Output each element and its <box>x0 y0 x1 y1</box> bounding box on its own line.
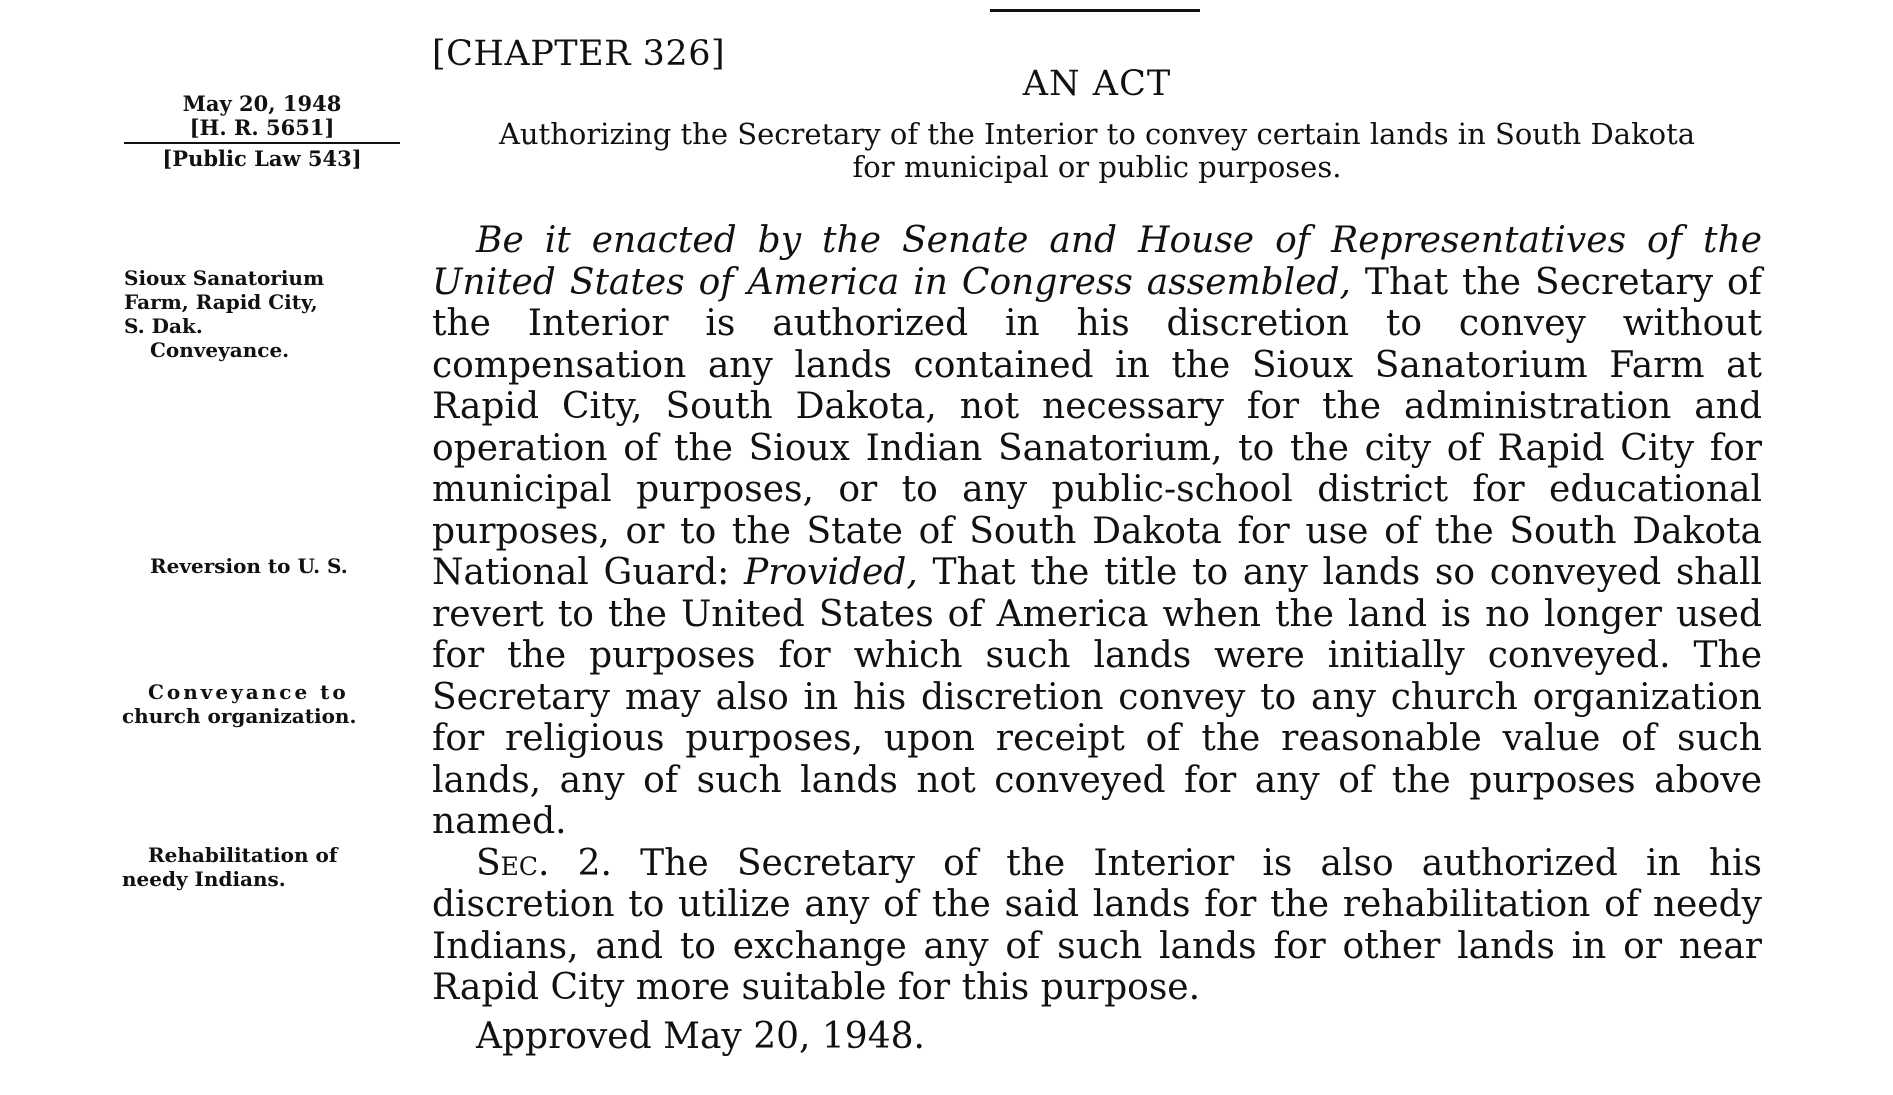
margin-note-sioux-line-1 <box>124 266 400 290</box>
section-1-text-a: That the Secretary of the Interior is authorized in his discretion to convey without compensation any lands contained in the Sioux Sanatorium Farm at Rapid City, South Dakota, not necessary for the administration and operation of the Sioux Indian Sanatorium, to the city of Rapid City for municipal purposes, or to any public-school district for educational purposes, or to the State of South Dakota for use of the South Dakota National Guard: <box>432 261 1762 593</box>
approval-line: Approved May 20, 1948. <box>476 1016 925 1057</box>
act-subtitle-line-2: for municipal or public purposes. <box>852 150 1342 184</box>
margin-note-sioux-line-2: Farm, Rapid City, <box>124 290 318 314</box>
section-2-paragraph <box>432 843 1762 1009</box>
act-body <box>432 220 1762 1009</box>
margin-note-sioux-line-3: S. Dak. <box>124 314 203 338</box>
act-subtitle-line-1: Authorizing the Secretary of the Interior to convey certain lands in South Dakota <box>498 117 1696 151</box>
section-2-text: The Secretary of the Interior is also authorized in his discretion to utilize any of the said lands for the rehabilitation of needy Indians, and to exchange any of such lands for other lands in or near Rapid City more suitable for this purpose. <box>432 842 1762 1008</box>
enacting-clause: Be it enacted by the Senate and House of Representatives of the United States of America in Congress assembled, <box>432 220 1762 303</box>
margin-note-reversion: Reversion to U. S. <box>150 554 348 578</box>
margin-note-rehab-line-2: needy Indians. <box>122 867 286 891</box>
margin-note-sioux-text-1: Sioux Sanatorium <box>124 266 325 290</box>
proviso-label: Provided, <box>744 552 918 593</box>
public-law-number: [Public Law 543] <box>162 146 362 171</box>
margin-note-church-conveyance <box>122 680 400 728</box>
enactment-header-note <box>124 92 400 171</box>
margin-note-sioux-line-4: Conveyance. <box>150 338 290 362</box>
enactment-date: May 20, 1948 <box>182 91 342 116</box>
header-note-rule <box>124 142 400 144</box>
chapter-heading: [CHAPTER 326] <box>432 34 726 74</box>
act-title: AN ACT <box>1022 64 1172 104</box>
section-1-paragraph <box>432 220 1762 843</box>
bill-number: [H. R. 5651] <box>189 115 335 140</box>
top-rule <box>990 9 1200 12</box>
section-1-text-b: That the title to any lands so conveyed shall revert to the United States of America when the land is no longer used for the purposes for which such lands were initially conveyed. The Secretary may also in his discretion convey to any church organization for religious purposes, upon receipt of the reasonable value of such lands, any of such lands not conveyed for any of the purposes above named. <box>432 552 1762 842</box>
margin-note-rehabilitation <box>122 843 400 891</box>
margin-note-sioux-sanatorium <box>124 266 400 362</box>
margin-note-rehab-line-1: Rehabilitation of <box>148 843 338 867</box>
margin-note-church-line-1: Conveyance to <box>148 680 349 704</box>
margin-note-church-line-2: church organization. <box>122 704 357 728</box>
act-subtitle <box>432 118 1762 184</box>
section-2-label: Sec. 2. <box>476 842 612 884</box>
